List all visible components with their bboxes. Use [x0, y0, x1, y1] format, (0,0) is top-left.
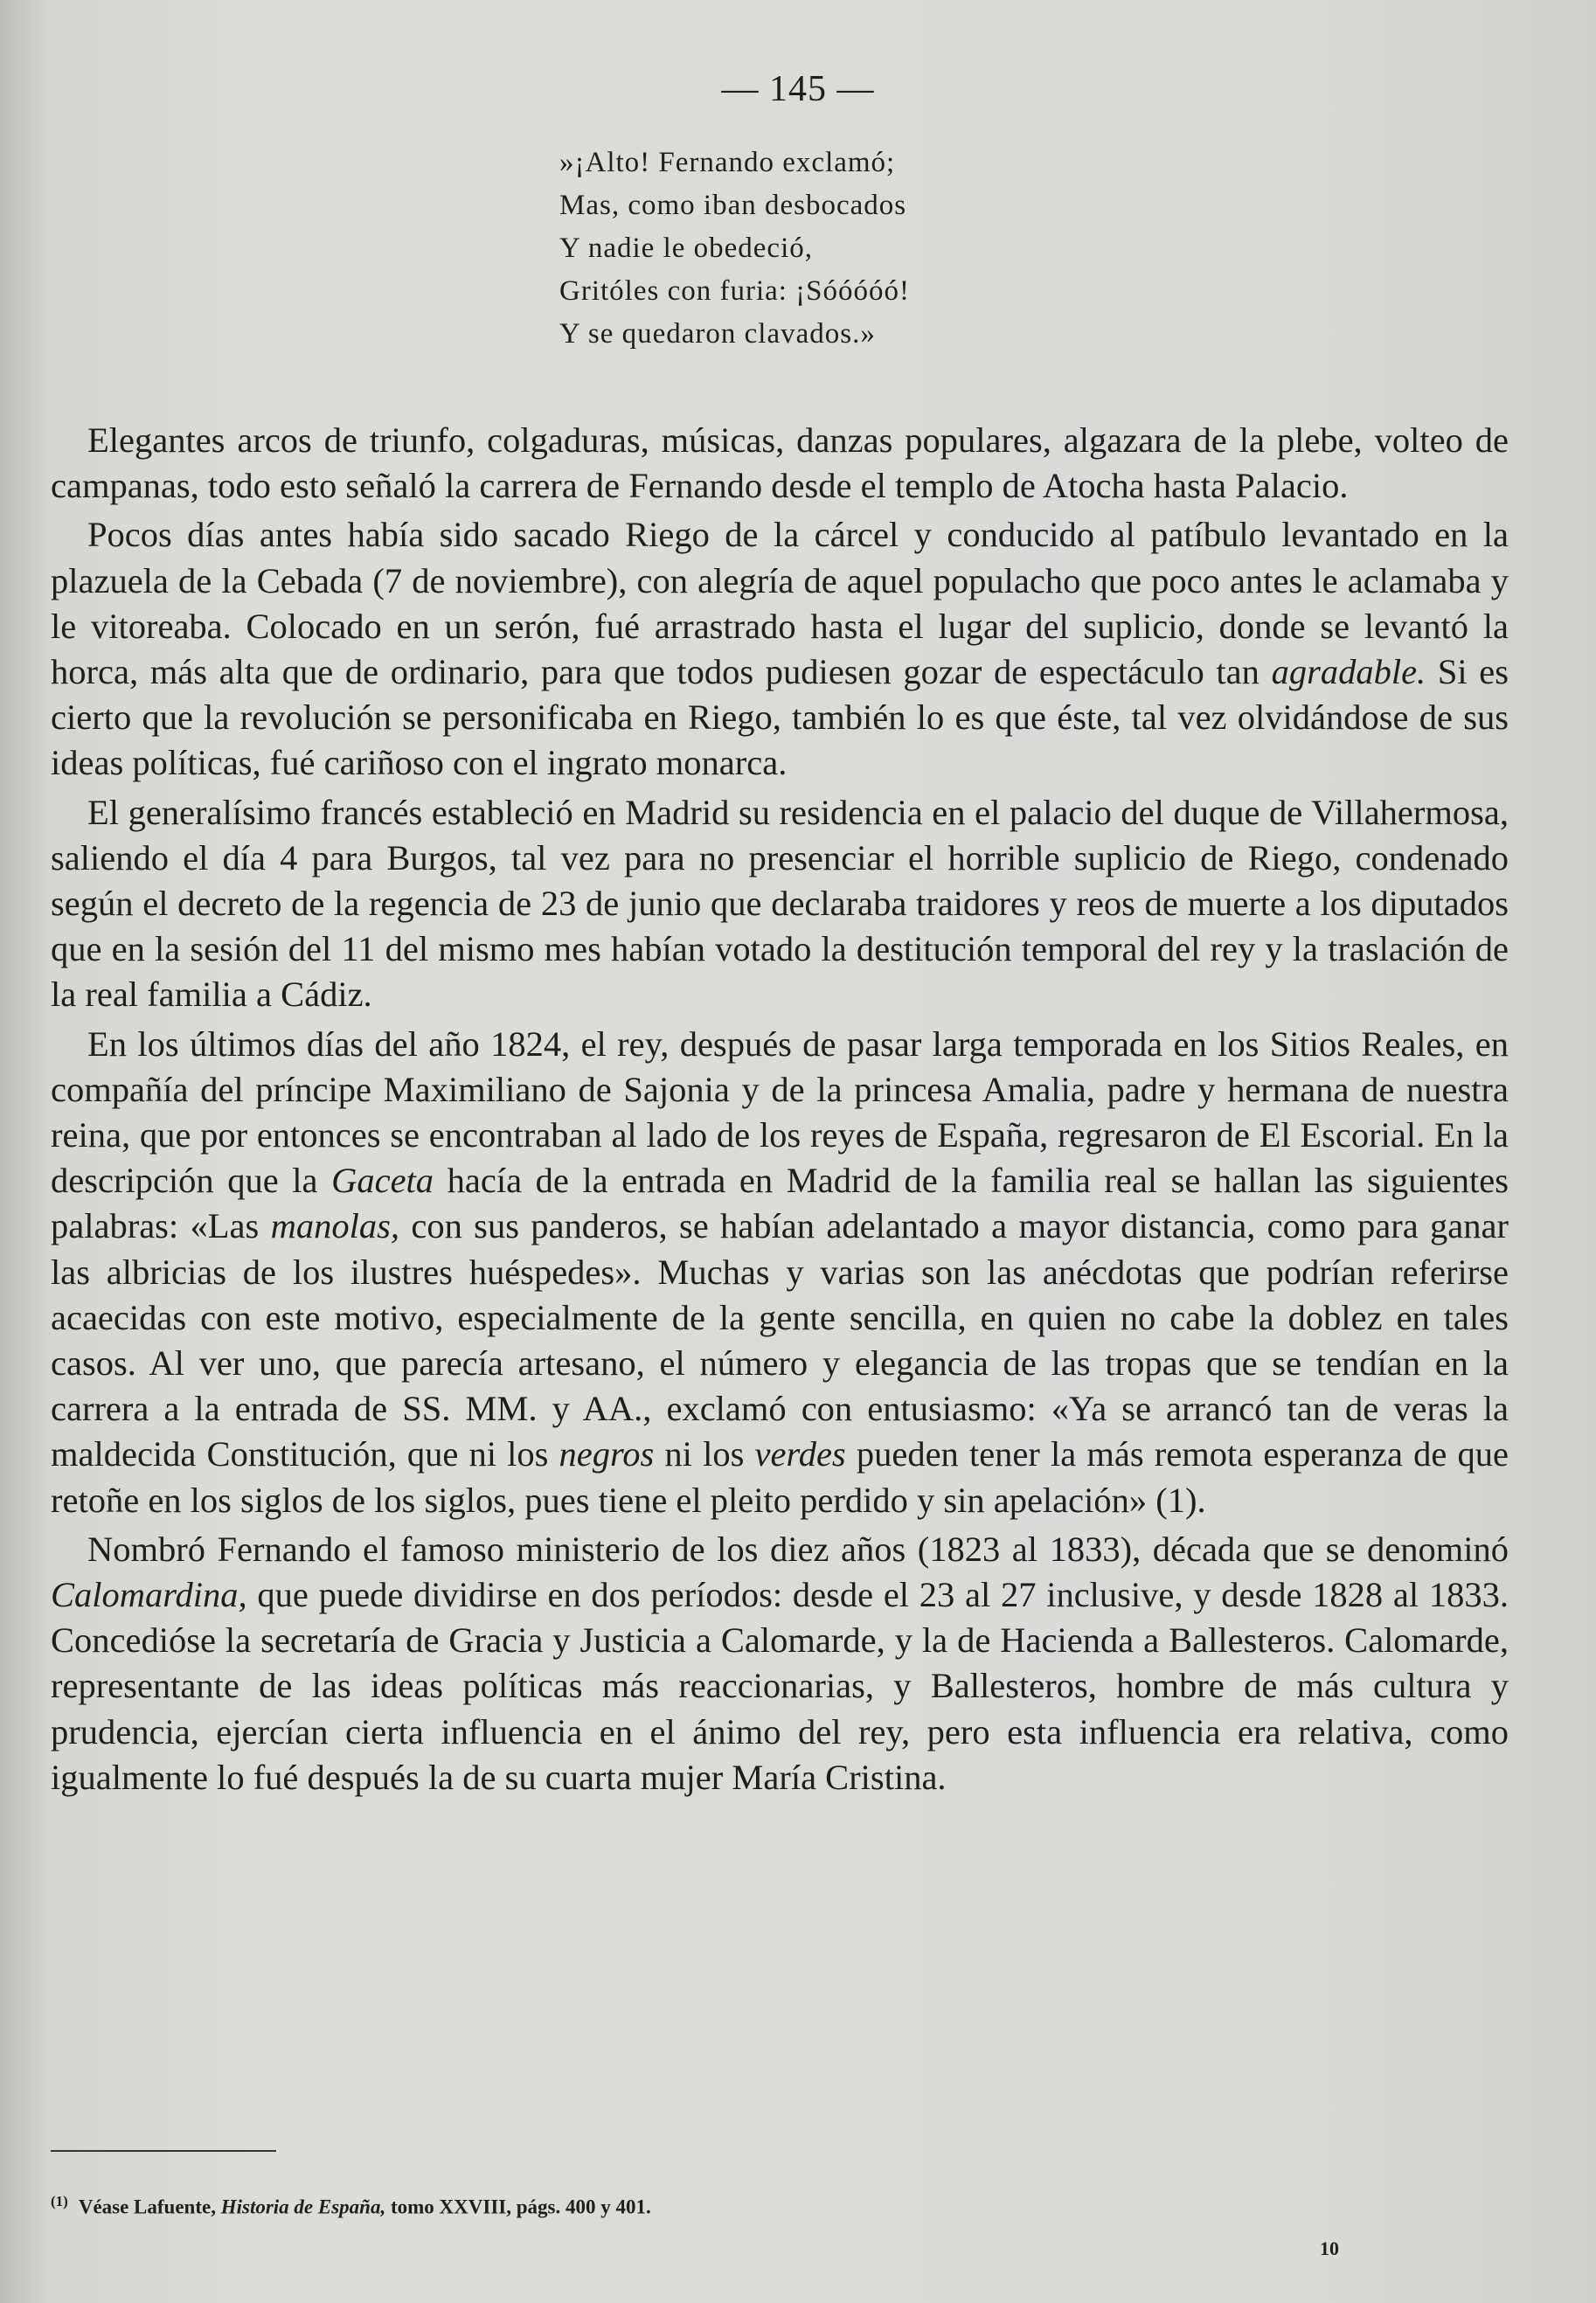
verse-line: Mas, como iban desbocados — [559, 190, 907, 221]
printer-signature-mark: 10 — [1320, 2237, 1339, 2259]
verse-line: Y nadie le obedeció, — [559, 232, 813, 264]
verse-line: »¡Alto! Fernando exclamó; — [559, 147, 896, 178]
footnote: $^{(1)}$ Véase Lafuente, Historia de España, tomo XXVIII, págs. 400 y 401. — [51, 2193, 651, 2218]
paragraph-3: El generalísimo francés estableció en Madrid su residencia en el palacio del duque de Villahermosa, saliendo el día 4 para Burgos, tal vez para no presenciar el horrible suplicio de Riego, condenado según el decreto de la regencia de 23 de junio que declaraba traidores y reos de muerte a los diputados que en la sesión del 11 del mismo mes habían votado la destitución temporal del rey y la traslación de la real familia a Cádiz. — [51, 792, 1509, 1015]
page-number: — 145 — — [721, 69, 875, 109]
footnote-marker: (1) — [51, 2193, 68, 2209]
verse-line: Y se quedaron clavados.» — [559, 318, 876, 350]
verse-line: Gritóles con furia: ¡Sóóóóó! — [559, 275, 911, 307]
paragraph-4: En los últimos días del año 1824, el rey, después de pasar larga temporada en los Sitios Reales, en compañía del príncipe Maximiliano de Sajonia y de la princesa Amalia, padre y hermana de nuestra reina, que por entonces se encontraban al lado de los reyes de España, regresaron de El Escorial. En la descripción que la Gaceta hacía de la entrada en Madrid de la familia real se hallan las siguientes palabras: «Las manolas, con sus panderos, se habían adelantado a mayor distancia, como para ganar las albricias de los ilustres huéspedes». Muchas y varias son las anécdotas que podrían referirse acaecidas con este motivo, especialmente de la gente sencilla, en quien no cabe la doblez en tales casos. Al ver uno, que parecía artesano, el número y elegancia de las tropas que se tendían en la carrera a la entrada de SS. MM. y AA., exclamó con entusiasmo: «Ya se arrancó tan de veras la maldecida Constitución, que ni los negros ni los verdes pueden tener la más remota esperanza de que retoñe en los siglos de los siglos, pues tiene el pleito perdido y sin apelación» (1). — [51, 1023, 1509, 1520]
verse-quote — [559, 142, 910, 356]
paragraph-5: Nombró Fernando el famoso ministerio de los diez años (1823 al 1833), década que se denominó Calomardina, que puede dividirse en dos períodos: desde el 23 al 27 inclusive, y desde 1828 al 1833. Concedióse la secretaría de Gracia y Justicia a Calomarde, y la de Hacienda a Ballesteros. Calomarde, representante de las ideas políticas más reaccionarias, y Ballesteros, hombre de más cultura y prudencia, ejercían cierta influencia en el ánimo del rey, pero esta influencia era relativa, como igualmente lo fué después la de su cuarta mujer María Cristina. — [51, 1529, 1509, 1797]
body-text — [51, 418, 1509, 1800]
paragraph-1: Elegantes arcos de triunfo, colgaduras, músicas, danzas populares, algazara de la plebe, volteo de campanas, todo esto señaló la carrera de Fernando desde el templo de Atocha hasta Palacio. — [51, 420, 1509, 506]
paragraph-2: Pocos días antes había sido sacado Riego de la cárcel y conducido al patíbulo levantado en la plazuela de la Cebada (7 de noviembre), con alegría de aquel populacho que poco antes le aclamaba y le vitoreaba. Colocado en un serón, fué arrastrado hasta el lugar del suplicio, donde se levantó la horca, más alta que de ordinario, para que todos pudiesen gozar de espectáculo tan agradable. Si es cierto que la revolución se personificaba en Riego, también lo es que éste, tal vez olvidándose de sus ideas políticas, fué cariñoso con el ingrato monarca. — [51, 515, 1509, 783]
footnote-divider — [51, 2150, 276, 2152]
